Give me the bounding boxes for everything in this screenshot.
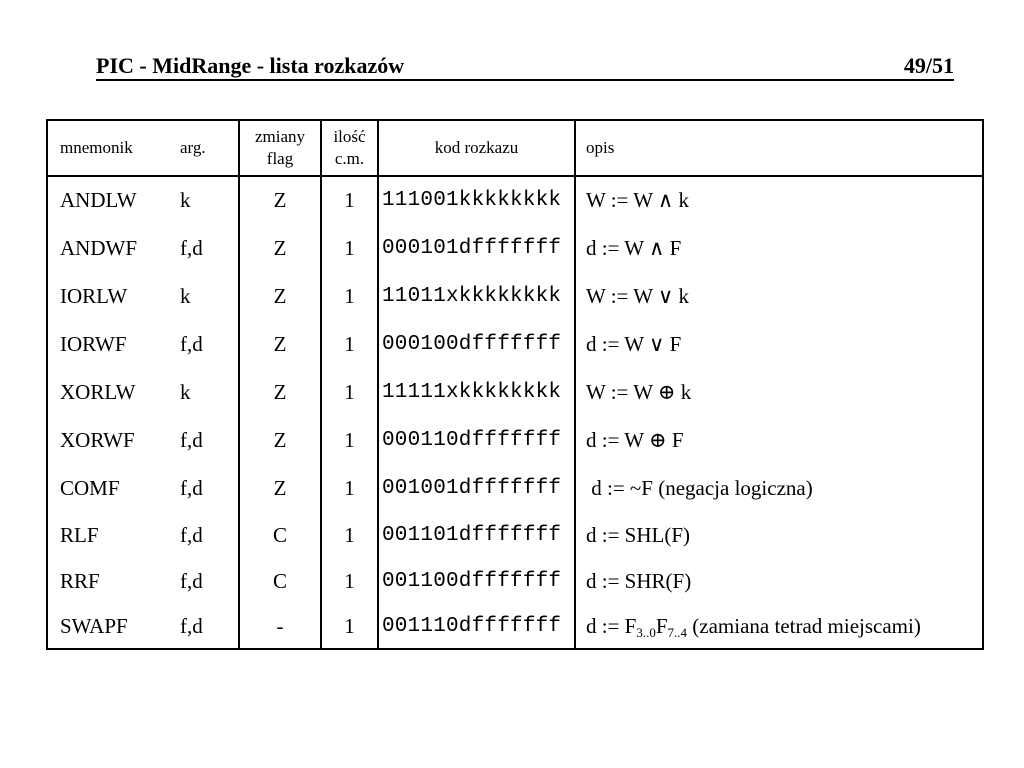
table-row [47,558,983,604]
cell-mnemonic: SWAPF [60,613,128,638]
cell-flags: Z [239,416,321,464]
cell-mnemonic: IORWF [60,331,127,356]
table-row [47,176,983,224]
cell-cycles: 1 [321,512,378,558]
cell-code: 000101dfffffff [378,224,575,272]
cell-desc: d := W ⊕ F [586,427,684,452]
col-header-flags-line1: zmiany [254,127,306,146]
cell-arg: f,d [172,558,239,604]
cell-cycles: 1 [321,224,378,272]
cell-flags: Z [239,464,321,512]
table-header-row [47,120,983,176]
cell-code: 000110dfffffff [378,416,575,464]
cell-flags: Z [239,320,321,368]
cell-cycles: 1 [321,558,378,604]
desc-subscript-high: 7..4 [667,624,688,640]
cell-desc [575,604,983,649]
cell-desc: d := SHL(F) [586,522,691,547]
cell-code: 000100dfffffff [378,320,575,368]
cell-flags: Z [239,368,321,416]
cell-mnemonic: IORLW [60,283,128,308]
col-header-cycles [321,120,378,176]
cell-desc: d := W ∨ F [586,331,682,356]
cell-code: 001100dfffffff [378,558,575,604]
cell-cycles: 1 [321,416,378,464]
col-header-cycles-line1: ilość [333,127,366,146]
cell-arg: k [172,176,239,224]
table-row [47,320,983,368]
cell-desc: d := W ∧ F [586,235,682,260]
cell-code: 11011xkkkkkkkk [378,272,575,320]
cell-code: 111001kkkkkkkk [378,176,575,224]
col-header-flags [239,120,321,176]
desc-suffix: (zamiana tetrad miejscami) [687,613,921,638]
page-number: 49/51 [903,53,954,78]
cell-desc: W := W ∨ k [586,283,690,308]
table-row [47,368,983,416]
cell-cycles: 1 [321,464,378,512]
cell-desc: d := ~F (negacja logiczna) [586,475,813,500]
cell-code: 001001dfffffff [378,464,575,512]
slide-header [96,53,954,81]
cell-flags: Z [239,176,321,224]
table-row [47,604,983,649]
cell-flags: - [239,604,321,649]
cell-arg: f,d [172,604,239,649]
cell-arg: f,d [172,416,239,464]
desc-subscript-low: 3..0 [636,624,656,640]
cell-mnemonic: COMF [60,475,120,500]
cell-code: 001110dfffffff [378,604,575,649]
cell-code: 11111xkkkkkkkk [378,368,575,416]
cell-arg: f,d [172,464,239,512]
cell-arg: f,d [172,320,239,368]
table-row [47,272,983,320]
cell-mnemonic: RLF [60,522,99,547]
cell-cycles: 1 [321,176,378,224]
cell-mnemonic: XORWF [60,427,135,452]
cell-cycles: 1 [321,320,378,368]
cell-cycles: 1 [321,604,378,649]
table-row [47,224,983,272]
cell-desc: d := SHR(F) [586,568,692,593]
cell-mnemonic: ANDLW [60,188,137,212]
cell-arg: k [172,272,239,320]
cell-cycles: 1 [321,368,378,416]
cell-mnemonic: ANDWF [60,235,137,260]
col-header-desc: opis [575,120,983,176]
col-header-cycles-line2: c.m. [334,149,365,168]
cell-flags: C [239,558,321,604]
col-header-flags-line2: flag [266,149,294,168]
desc-prefix: d := F [586,613,637,638]
cell-cycles: 1 [321,272,378,320]
table-row [47,512,983,558]
col-header-arg: arg. [172,120,239,176]
cell-arg: k [172,368,239,416]
cell-flags: C [239,512,321,558]
cell-desc: W := W ∧ k [586,188,690,212]
cell-mnemonic: XORLW [60,379,136,404]
table-row [47,416,983,464]
cell-flags: Z [239,224,321,272]
cell-desc: W := W ⊕ k [586,379,692,404]
desc-mid: F [655,613,668,638]
table-row [47,464,983,512]
cell-arg: f,d [172,224,239,272]
cell-mnemonic: RRF [60,568,100,593]
cell-code: 001101dfffffff [378,512,575,558]
slide-title: PIC - MidRange - lista rozkazów [96,53,405,78]
cell-flags: Z [239,272,321,320]
col-header-mnemonic: mnemonik [47,120,172,176]
col-header-code: kod rozkazu [378,120,575,176]
cell-arg: f,d [172,512,239,558]
instruction-table [46,119,984,650]
